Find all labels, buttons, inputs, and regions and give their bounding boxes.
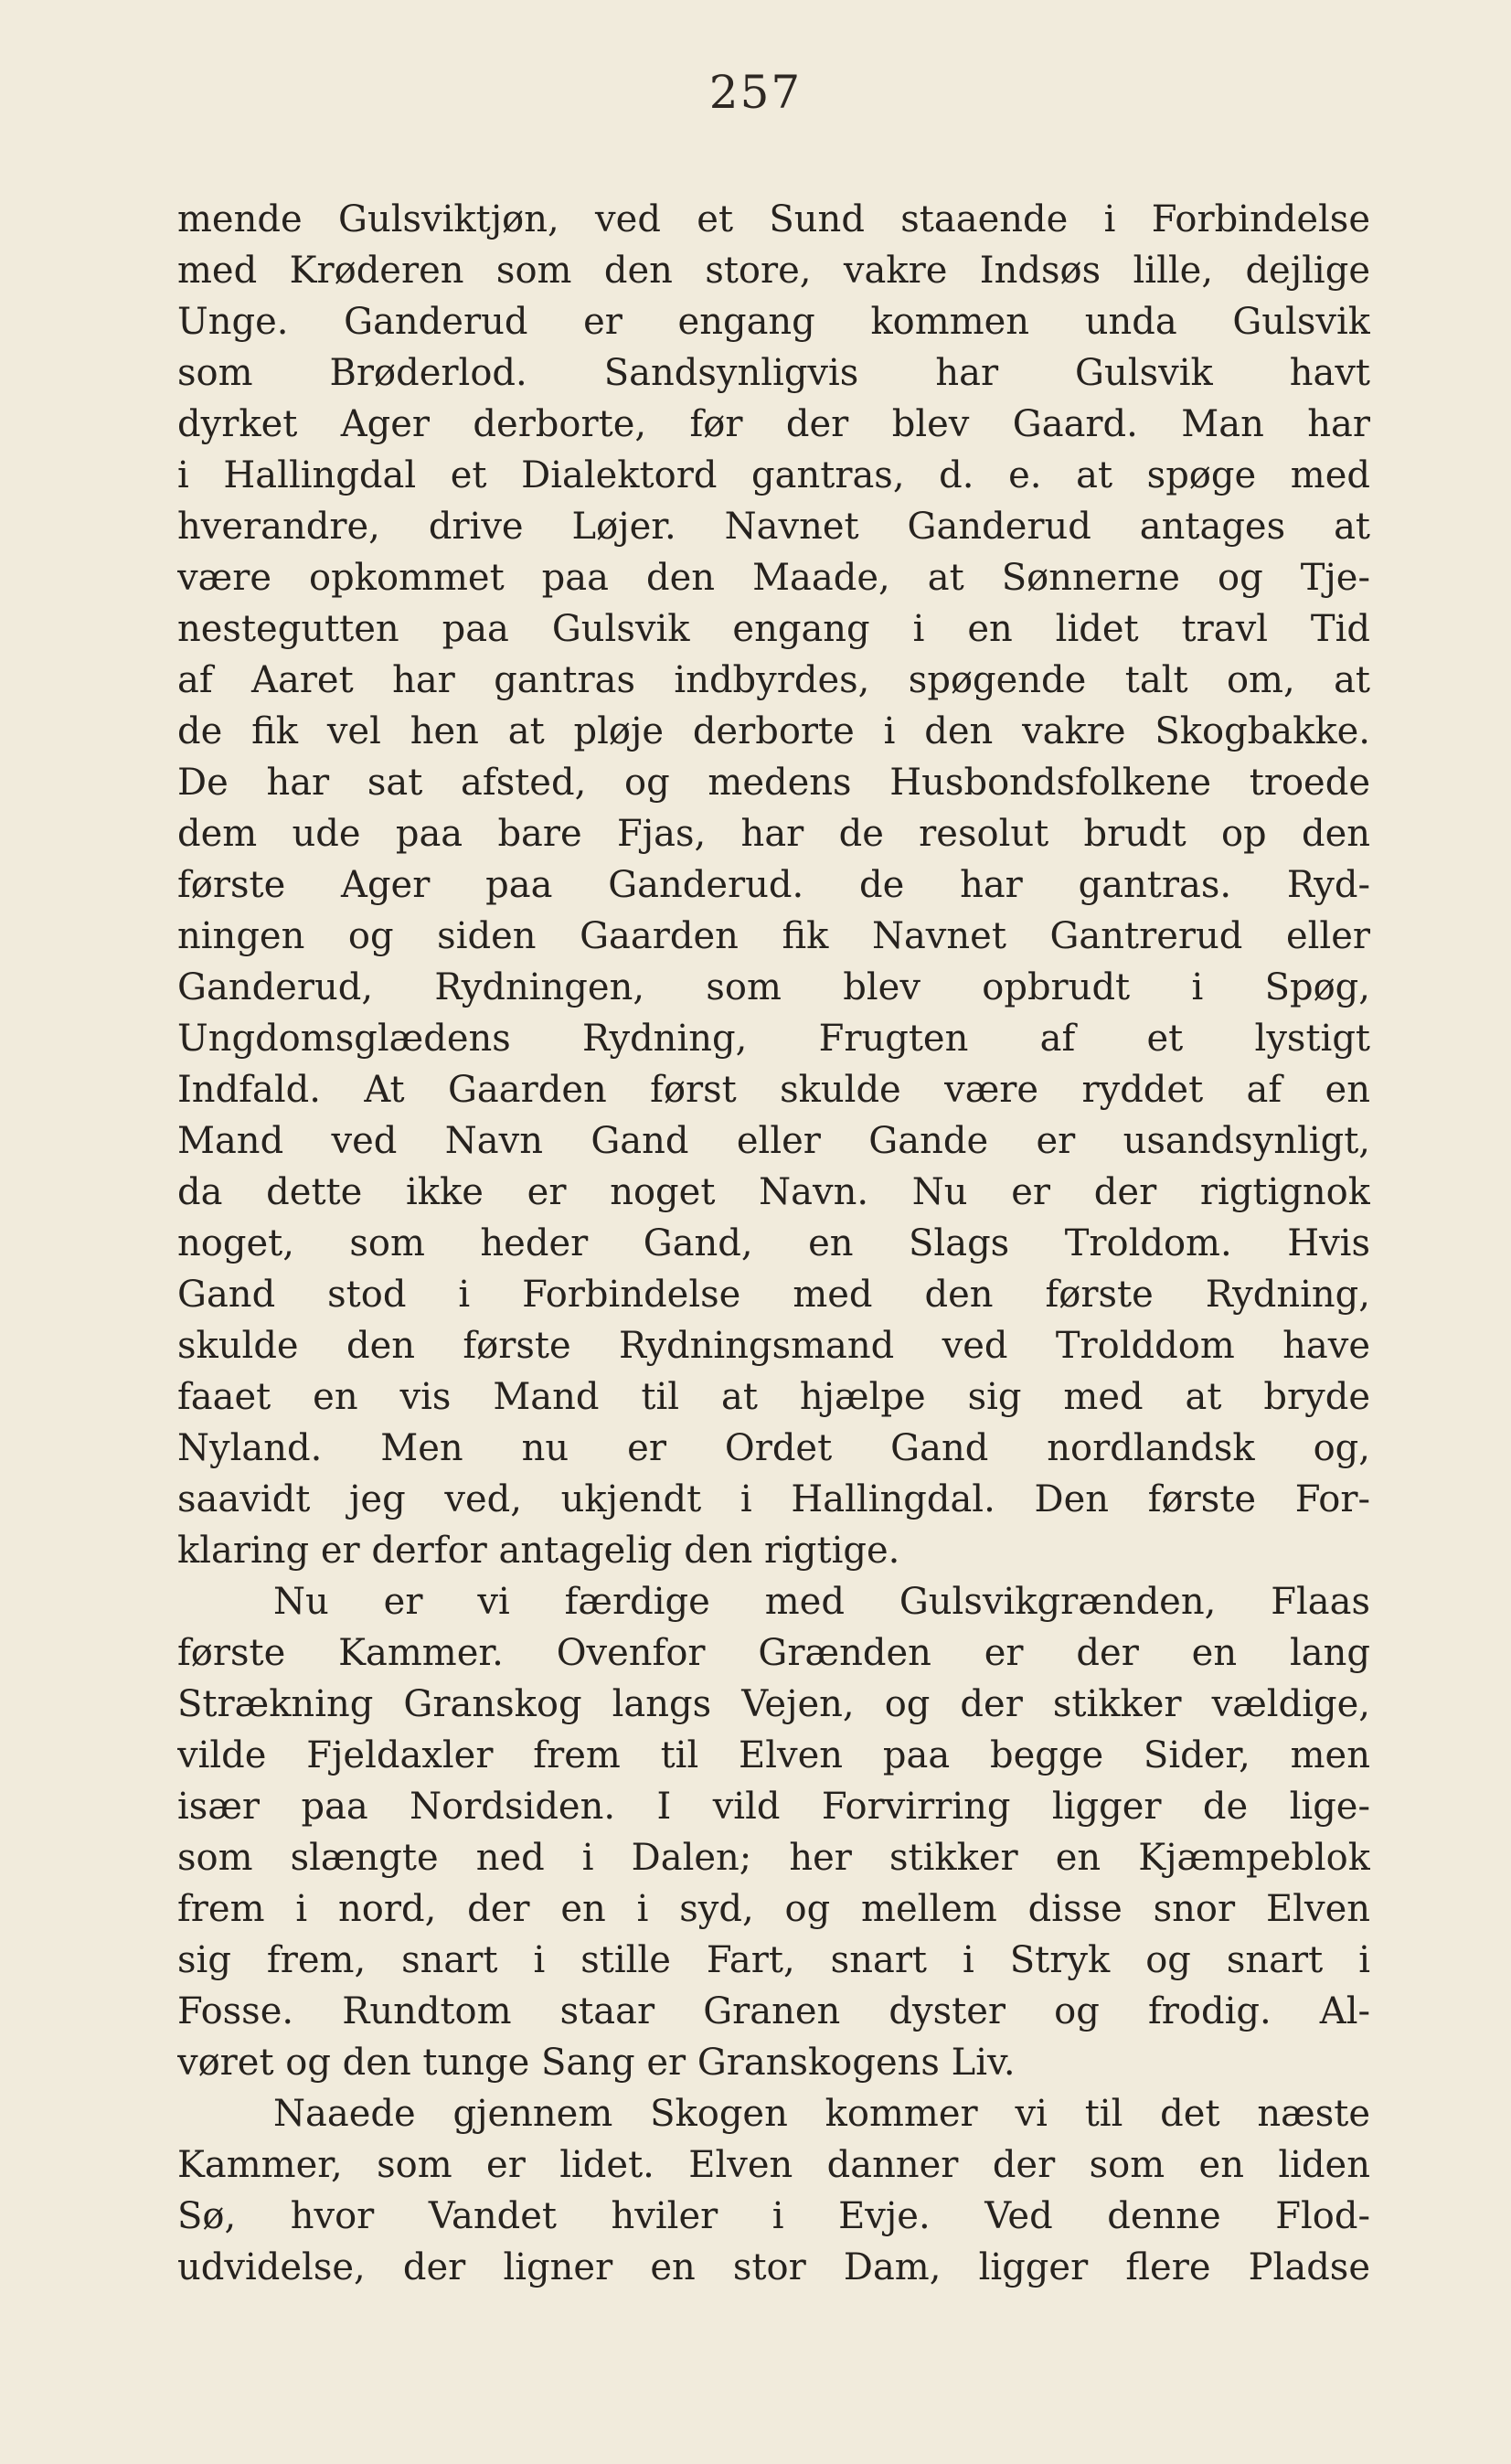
text-line: dyrket Ager derborte, før der blev Gaard. Man har	[177, 403, 1370, 445]
paragraph-1	[177, 194, 1370, 1576]
text-line: af Aaret har gantras indbyrdes, spøgende talt om, at	[177, 659, 1370, 701]
text-line: Indfald. At Gaarden først skulde være ryddet af en	[177, 1069, 1370, 1111]
text-line: Kammer, som er lidet. Elven danner der som en liden	[177, 2144, 1370, 2186]
text-line: da dette ikke er noget Navn. Nu er der rigtignok	[177, 1171, 1370, 1213]
text-line: Sø, hvor Vandet hviler i Evje. Ved denne Flod-	[177, 2195, 1370, 2237]
text-line: som Brøderlod. Sandsynligvis har Gulsvik havt	[177, 352, 1370, 394]
text-line: især paa Nordsiden. I vild Forvirring ligger de lige-	[177, 1786, 1370, 1828]
text-line: Naaede gjennem Skogen kommer vi til det næste	[273, 2093, 1370, 2135]
text-line: som slængte ned i Dalen; her stikker en Kjæmpeblok	[177, 1837, 1370, 1879]
text-line: Nyland. Men nu er Ordet Gand nordlandsk og,	[177, 1427, 1370, 1469]
text-line: Ungdomsglædens Rydning, Frugten af et lystigt	[177, 1018, 1370, 1060]
text-line: med Krøderen som den store, vakre Indsøs lille, dejlige	[177, 250, 1370, 292]
text-line: saavidt jeg ved, ukjendt i Hallingdal. Den første For-	[177, 1478, 1370, 1520]
text-line: Nu er vi færdige med Gulsvikgrænden, Flaas	[273, 1581, 1370, 1623]
text-line: Strækning Granskog langs Vejen, og der stikker vældige,	[177, 1683, 1370, 1725]
body-text	[177, 194, 1370, 2293]
text-line: frem i nord, der en i syd, og mellem disse snor Elven	[177, 1888, 1370, 1930]
text-line: vilde Fjeldaxler frem til Elven paa begge Sider, men	[177, 1734, 1370, 1776]
text-line: sig frem, snart i stille Fart, snart i Stryk og snart i	[177, 1939, 1370, 1981]
text-line: hverandre, drive Løjer. Navnet Ganderud antages at	[177, 506, 1370, 548]
text-line: De har sat afsted, og medens Husbondsfolkene troede	[177, 762, 1370, 804]
text-line: mende Gulsviktjøn, ved et Sund staaende i Forbindelse	[177, 198, 1370, 240]
text-line: dem ude paa bare Fjas, har de resolut brudt op den	[177, 813, 1370, 855]
text-line: første Kammer. Ovenfor Grænden er der en lang	[177, 1632, 1370, 1674]
text-line: i Hallingdal et Dialektord gantras, d. e. at spøge med	[177, 454, 1370, 496]
text-line: første Ager paa Ganderud. de har gantras. Ryd-	[177, 864, 1370, 906]
text-line: vøret og den tunge Sang er Granskogens Liv.	[177, 2042, 1016, 2084]
text-line: Mand ved Navn Gand eller Gande er usandsynligt,	[177, 1120, 1370, 1162]
text-line: Gand stod i Forbindelse med den første Rydning,	[177, 1274, 1370, 1316]
text-line: de fik vel hen at pløje derborte i den vakre Skogbakke.	[177, 710, 1370, 752]
text-line: være opkommet paa den Maade, at Sønnerne og Tje-	[177, 557, 1370, 599]
paragraph-2	[177, 1576, 1370, 2088]
page-number: 257	[708, 66, 803, 119]
text-line: Ganderud, Rydningen, som blev opbrudt i Spøg,	[177, 966, 1370, 1008]
text-line: nestegutten paa Gulsvik engang i en lidet travl Tid	[177, 608, 1370, 650]
text-line: udvidelse, der ligner en stor Dam, ligger flere Pladse	[177, 2246, 1370, 2288]
text-line: ningen og siden Gaarden fik Navnet Gantrerud eller	[177, 915, 1370, 957]
text-line: Fosse. Rundtom staar Granen dyster og frodig. Al-	[177, 1990, 1370, 2032]
text-line: klaring er derfor antagelig den rigtige.	[177, 1530, 900, 1572]
text-line: skulde den første Rydningsmand ved Trolddom have	[177, 1325, 1370, 1367]
text-line: faaet en vis Mand til at hjælpe sig med at bryde	[177, 1376, 1370, 1418]
text-line: noget, som heder Gand, en Slags Troldom. Hvis	[177, 1222, 1370, 1264]
paragraph-3	[177, 2088, 1370, 2293]
text-line: Unge. Ganderud er engang kommen unda Gulsvik	[177, 301, 1370, 343]
